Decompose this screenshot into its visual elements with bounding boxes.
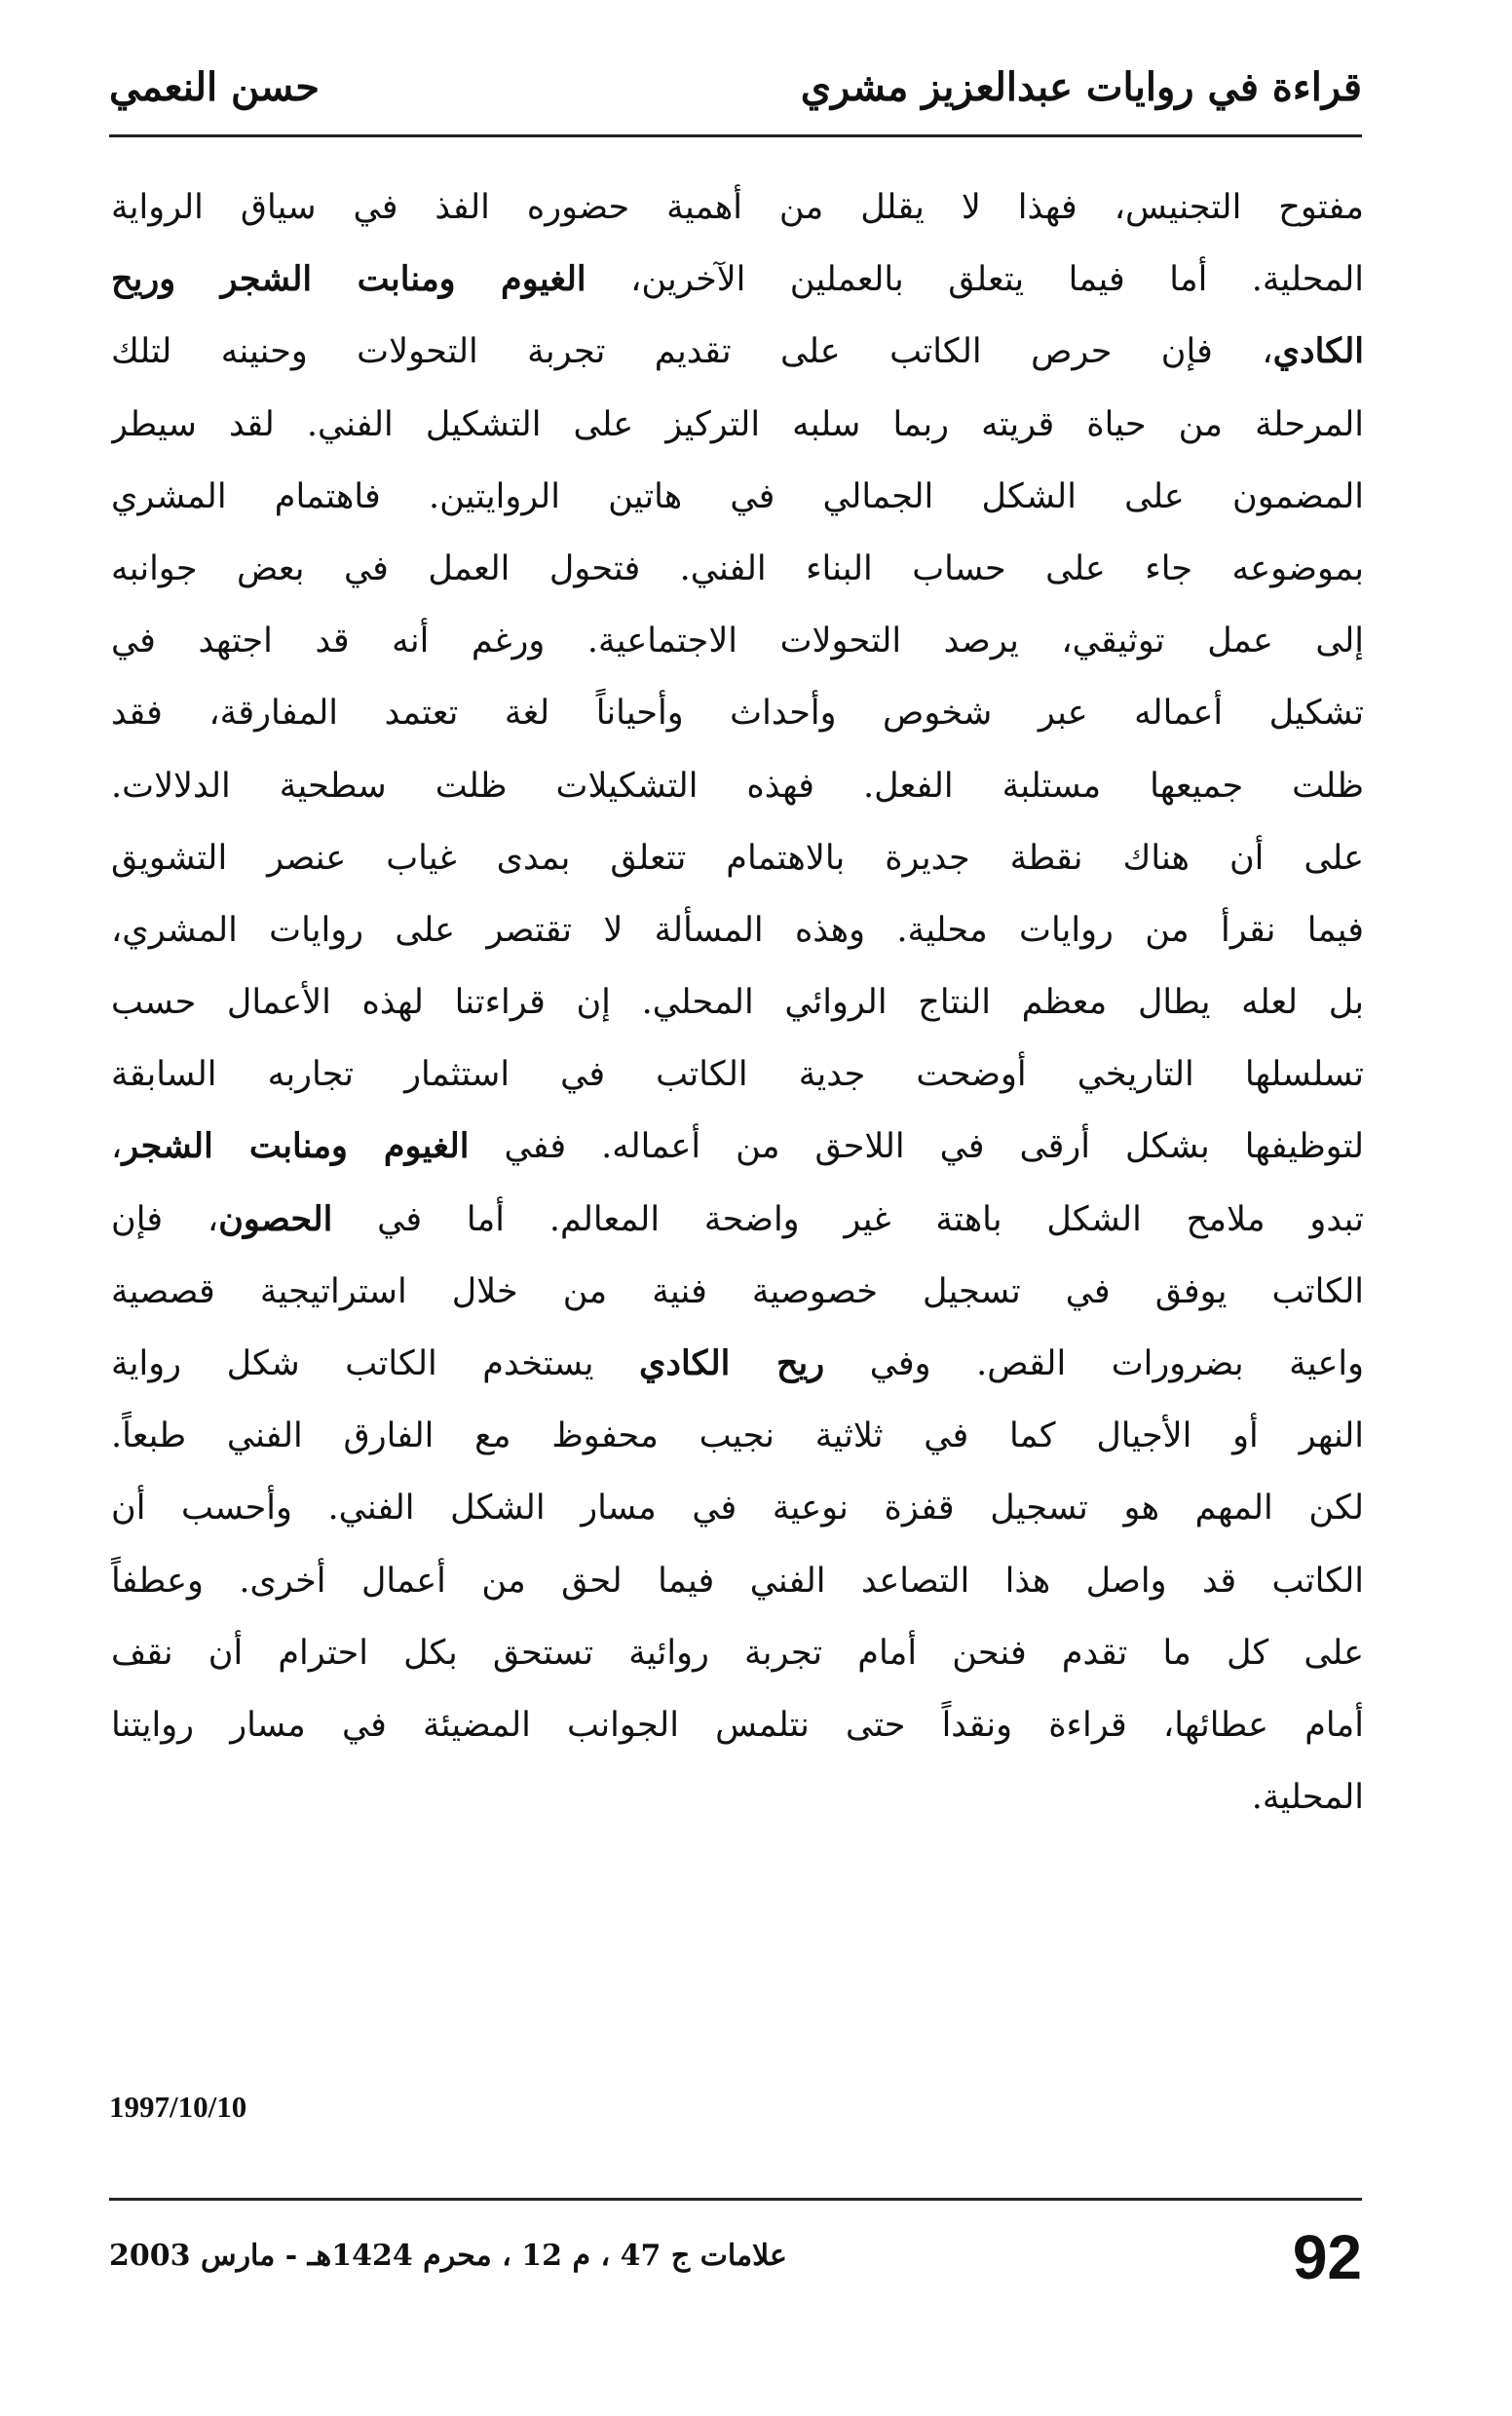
text-line: المرحلة من حياة قريته ربما سلبه التركيز على التشكيل الفني. لقد سيطر (111, 404, 1364, 444)
novel-title: الكادي (1272, 331, 1364, 372)
text-line: إلى عمل توثيقي، يرصد التحولات الاجتماعية. ورغم أنه قد اجتهد في (111, 622, 1364, 661)
running-footer (109, 2211, 1362, 2309)
text-line: النهر أو الأجيال كما في ثلاثية نجيب محفوظ مع الفارق الفني طبعاً. (111, 1416, 1364, 1456)
text-line: المحلية. أما فيما يتعلق بالعملين الآخرين، الغيوم ومنابت الشجر وريح (111, 259, 1364, 300)
text-line: تبدو ملامح الشكل باهتة غير واضحة المعالم. أما في الحصون، فإن (111, 1198, 1364, 1239)
text-line: واعية بضرورات القص. وفي ريح الكادي يستخدم الكاتب شكل رواية (111, 1343, 1364, 1383)
novel-titles: الغيوم ومنابت الشجر وريح (111, 259, 586, 300)
text-line: الكادي، فإن حرص الكاتب على تقديم تجربة التحولات وحنينه لتلك (111, 331, 1364, 372)
text-line: فيما نقرأ من روايات محلية. وهذه المسألة لا تقتصر على روايات المشري، (111, 910, 1364, 950)
journal-issue-info: علامات ج 47 ، م 12 ، محرم 1424هـ - مارس 2003 (109, 2239, 787, 2273)
page-number: 92 (1292, 2222, 1362, 2292)
text-line: المحلية. (1251, 1778, 1364, 1818)
header-divider (109, 134, 1362, 137)
text-line: ظلت جميعها مستلبة الفعل. فهذه التشكيلات ظلت سطحية الدلالات. (111, 766, 1364, 806)
text-line: على كل ما تقدم فنحن أمام تجربة روائية تستحق بكل احترام أن نقف (111, 1633, 1364, 1673)
novel-title: الحصون (218, 1198, 333, 1239)
body-text (111, 171, 1364, 1833)
text-line: المضمون على الشكل الجمالي في هاتين الروايتين. فاهتمام المشري (111, 476, 1364, 516)
text-line: تشكيل أعماله عبر شخوص وأحداث وأحياناً لغة تعتمد المفارقة، فقد (111, 694, 1364, 734)
novel-title: الغيوم ومنابت الشجر (122, 1126, 470, 1167)
text-line: الكاتب قد واصل هذا التصاعد الفني فيما لحق من أعمال أخرى. وعطفاً (111, 1561, 1364, 1601)
text-line: أمام عطائها، قراءة ونقداً حتى نتلمس الجوانب المضيئة في مسار روايتنا (111, 1705, 1364, 1745)
text-line: بل لعله يطال معظم النتاج الروائي المحلي. إن قراءتنا لهذه الأعمال حسب (111, 983, 1364, 1023)
article-date: 1997/10/10 (109, 2090, 247, 2124)
text-line: تسلسلها التاريخي أوضحت جدية الكاتب في استثمار تجاربه السابقة (111, 1055, 1364, 1095)
running-header (109, 55, 1362, 132)
author-name: حسن النعمي (109, 64, 320, 110)
text-line: الكاتب يوفق في تسجيل خصوصية فنية من خلال استراتيجية قصصية (111, 1271, 1364, 1311)
text-line: لتوظيفها بشكل أرقى في اللاحق من أعماله. ففي الغيوم ومنابت الشجر، (111, 1126, 1364, 1167)
book-title: قراءة في روايات عبدالعزيز مشري (800, 64, 1362, 110)
text-line: على أن هناك نقطة جديرة بالاهتمام تتعلق بمدى غياب عنصر التشويق (111, 838, 1364, 878)
text-line: بموضوعه جاء على حساب البناء الفني. فتحول العمل في بعض جوانبه (111, 548, 1364, 588)
text-line: لكن المهم هو تسجيل قفزة نوعية في مسار الشكل الفني. وأحسب أن (111, 1489, 1364, 1529)
text-line: مفتوح التجنيس، فهذا لا يقلل من أهمية حضوره الفذ في سياق الرواية (111, 188, 1364, 227)
novel-title: ريح الكادي (639, 1343, 825, 1383)
footer-divider (109, 2198, 1362, 2201)
